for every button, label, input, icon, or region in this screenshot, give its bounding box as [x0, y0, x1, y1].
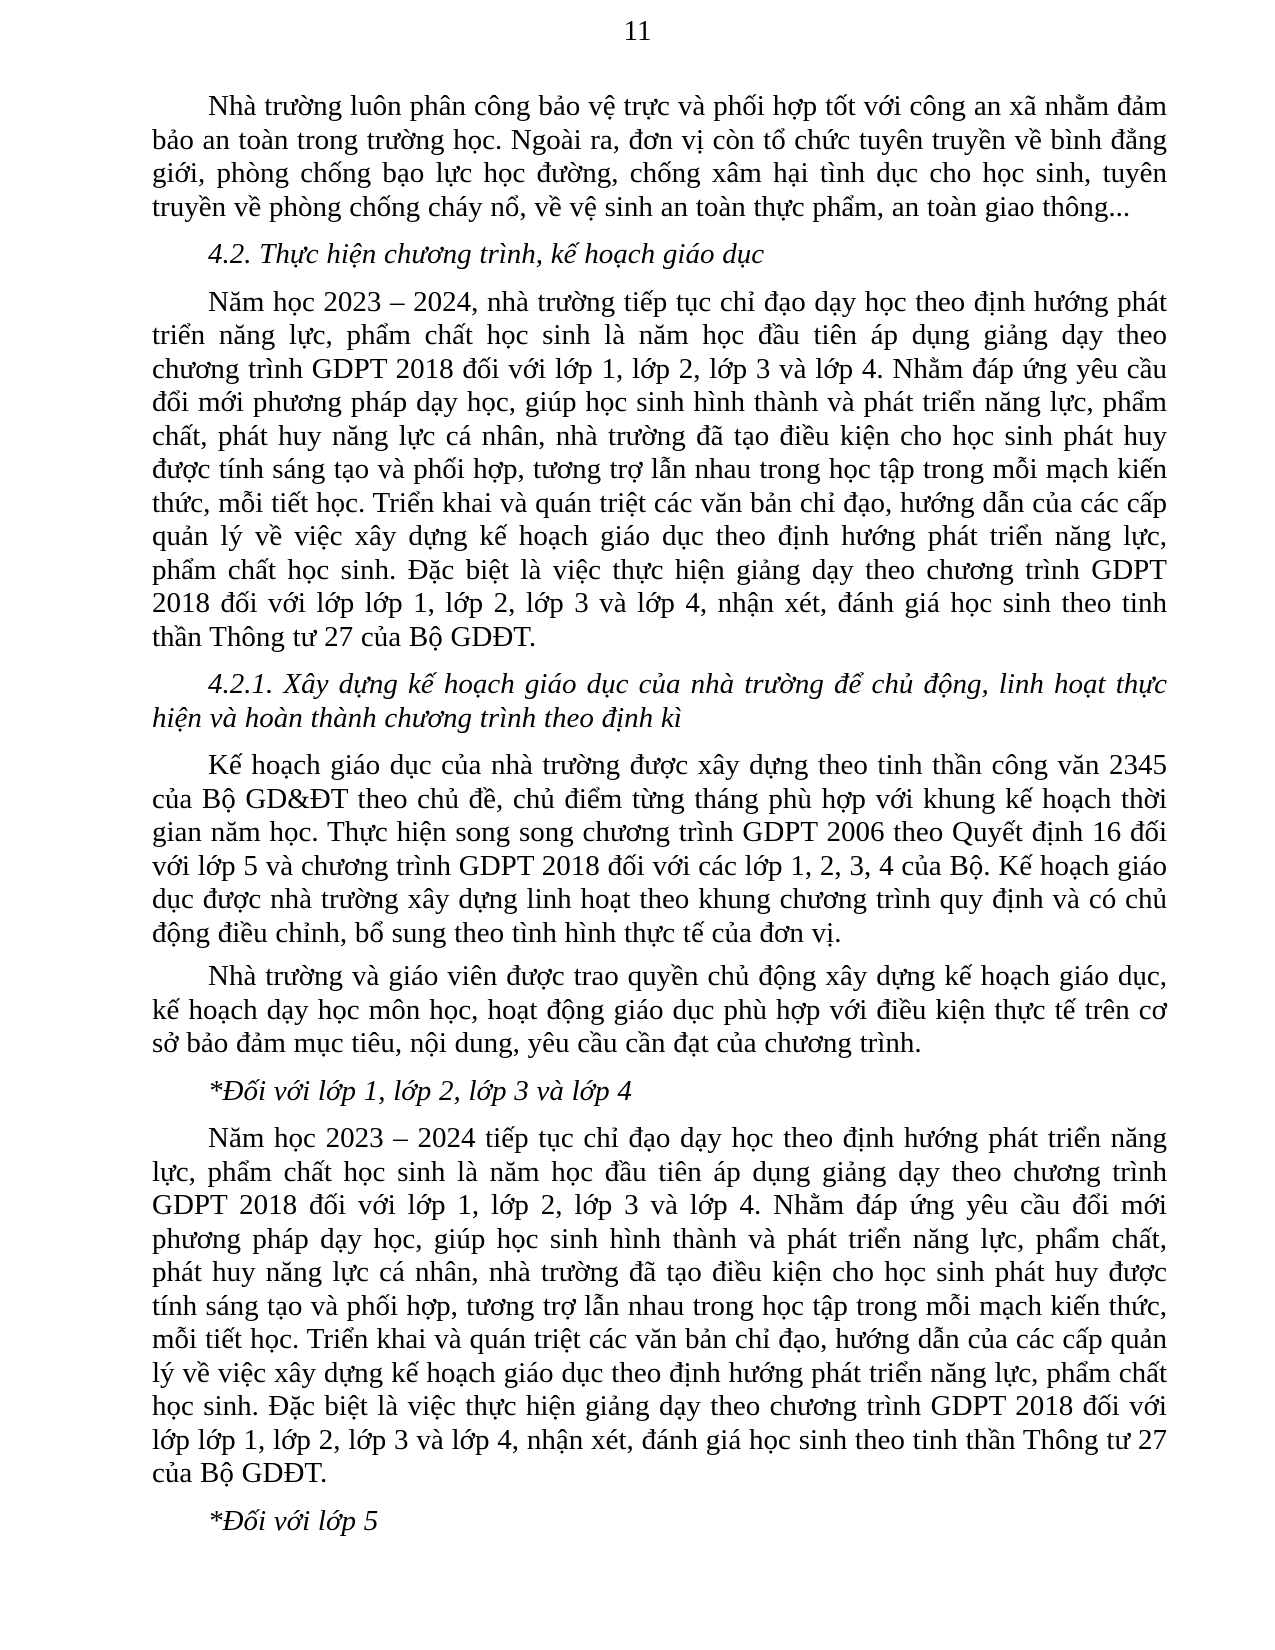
- paragraph-grades-1-to-4-detail: Năm học 2023 – 2024 tiếp tục chỉ đạo dạy học theo định hướng phát triển năng lực, phẩm chất học sinh là năm học đầu tiên áp dụng giảng dạy theo chương trình GDPT 2018 đối với lớp 1, lớp 2, lớp 3 và lớp 4. Nhằm đáp ứng yêu cầu đổi mới phương pháp dạy học, giúp học sinh hình thành và phát triển năng lực, phẩm chất, phát huy năng lực cá nhân, nhà trường đã tạo điều kiện cho học sinh phát huy được tính sáng tạo và phối hợp, tương trợ lẫn nhau trong học tập trong mỗi mạch kiến thức, mỗi tiết học. Triển khai và quán triệt các văn bản chỉ đạo, hướng dẫn của các cấp quản lý về việc xây dựng kế hoạch giáo dục theo định hướng phát triển năng lực, phẩm chất học sinh. Đặc biệt là việc thực hiện giảng dạy theo chương trình GDPT 2018 đối với lớp lớp 1, lớp 2, lớp 3 và lớp 4, nhận xét, đánh giá học sinh theo tinh thần Thông tư 27 của Bộ GDĐT.: [152, 1122, 1167, 1489]
- page-number: 11: [623, 15, 652, 47]
- paragraph-education-plan-2345: Kế hoạch giáo dục của nhà trường được xây dựng theo tinh thần công văn 2345 của Bộ GD&ĐT theo chủ đề, chủ điểm từng tháng phù hợp với khung kế hoạch thời gian năm học. Thực hiện song song chương trình GDPT 2006 theo Quyết định 16 đối với lớp 5 và chương trình GDPT 2018 đối với các lớp 1, 2, 3, 4 của Bộ. Kế hoạch giáo dục được nhà trường xây dựng linh hoạt theo khung chương trình quy định và có chủ động điều chỉnh, bổ sung theo tình hình thực tế của đơn vị.: [152, 749, 1167, 949]
- document-body: [0, 90, 1275, 1538]
- paragraph-school-safety: Nhà trường luôn phân công bảo vệ trực và phối hợp tốt với công an xã nhằm đảm bảo an toàn trong trường học. Ngoài ra, đơn vị còn tổ chức tuyên truyền về bình đẳng giới, phòng chống bạo lực học đường, chống xâm hại tình dục cho học sinh, tuyên truyền về phòng chống cháy nổ, về vệ sinh an toàn thực phẩm, an toàn giao thông...: [152, 90, 1167, 223]
- paragraph-teacher-autonomy: Nhà trường và giáo viên được trao quyền chủ động xây dựng kế hoạch giáo dục, kế hoạch dạy học môn học, hoạt động giáo dục phù hợp với điều kiện thực tế trên cơ sở bảo đảm mục tiêu, nội dung, yêu cầu cần đạt của chương trình.: [152, 960, 1167, 1059]
- subheading-grade-5: *Đối với lớp 5: [208, 1504, 379, 1537]
- section-heading-4-2: 4.2. Thực hiện chương trình, kế hoạch giáo dục: [208, 238, 765, 270]
- subheading-grades-1-to-4: *Đối với lớp 1, lớp 2, lớp 3 và lớp 4: [208, 1074, 632, 1107]
- section-heading-4-2-1: 4.2.1. Xây dựng kế hoạch giáo dục của nhà trường để chủ động, linh hoạt thực hiện và hoàn thành chương trình theo định kì: [152, 668, 1167, 734]
- paragraph-school-year-directive: Năm học 2023 – 2024, nhà trường tiếp tục chỉ đạo dạy học theo định hướng phát triển năng lực, phẩm chất học sinh là năm học đầu tiên áp dụng giảng dạy theo chương trình GDPT 2018 đối với lớp 1, lớp 2, lớp 3 và lớp 4. Nhằm đáp ứng yêu cầu đổi mới phương pháp dạy học, giúp học sinh hình thành và phát triển năng lực, phẩm chất, phát huy năng lực cá nhân, nhà trường đã tạo điều kiện cho học sinh phát huy được tính sáng tạo và phối hợp, tương trợ lẫn nhau trong học tập trong mỗi mạch kiến thức, mỗi tiết học. Triển khai và quán triệt các văn bản chỉ đạo, hướng dẫn của các cấp quản lý về việc xây dựng kế hoạch giáo dục theo định hướng phát triển năng lực, phẩm chất học sinh. Đặc biệt là việc thực hiện giảng dạy theo chương trình GDPT 2018 đối với lớp lớp 1, lớp 2, lớp 3 và lớp 4, nhận xét, đánh giá học sinh theo tinh thần Thông tư 27 của Bộ GDĐT.: [152, 285, 1167, 653]
